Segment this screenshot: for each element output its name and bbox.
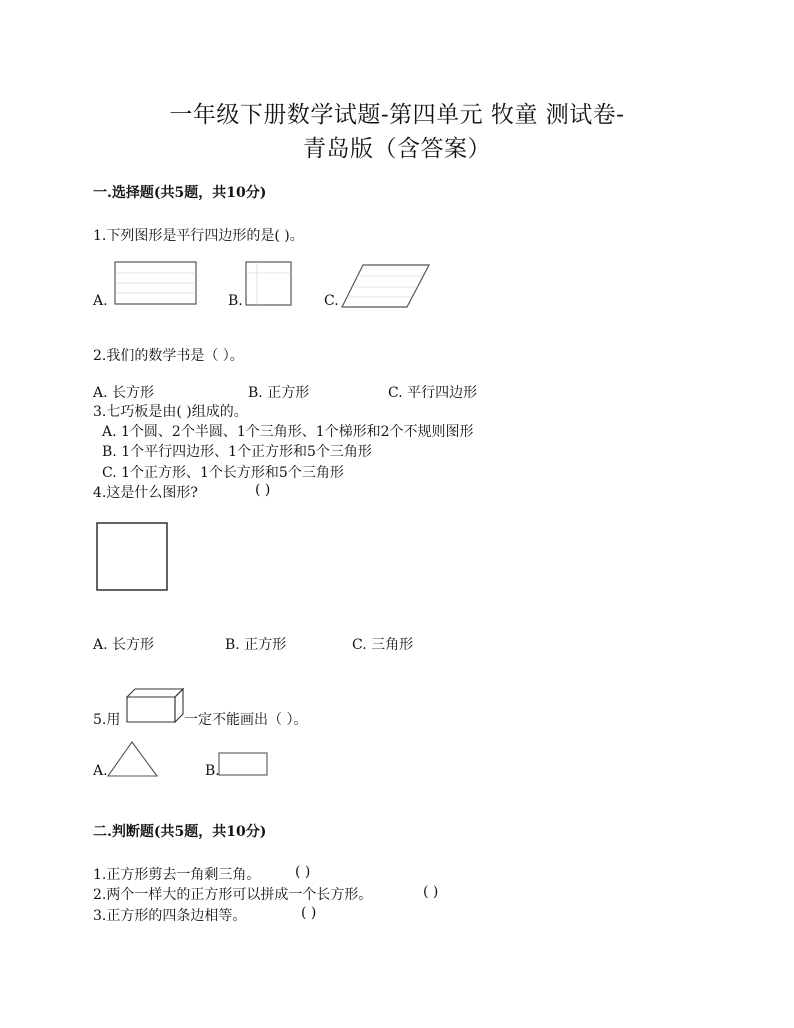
q2-option-b: B. 正方形 [248,385,310,401]
page-title-line2: 青岛版（含答案） [303,136,491,162]
q4-answer-paren: ( ) [255,482,271,498]
q3-option-b: B. 1个平行四边形、1个正方形和5个三角形 [102,444,372,460]
q1-parallelogram-figure [341,263,431,309]
judge-2-text: 2.两个一样大的正方形可以拼成一个长方形。 [93,887,373,903]
q5-option-a: A. [93,763,108,779]
judge-1-paren: ( ) [295,864,311,880]
judge-3-paren: ( ) [301,905,317,921]
q2-option-c: C. 平行四边形 [388,385,478,401]
q1-option-b: B. [228,293,243,309]
q3-option-a: A. 1个圆、2个半圆、1个三角形、1个梯形和2个不规则图形 [102,424,474,440]
q5-prefix: 5.用 [93,712,121,728]
judge-1-text: 1.正方形剪去一角剩三角。 [93,867,261,883]
section2-heading: 二.判断题(共5题，共10分) [93,824,267,840]
q1-option-a: A. [93,293,108,309]
section1-heading: 一.选择题(共5题，共10分) [93,185,267,201]
q4-text: 4.这是什么图形? [93,485,198,501]
q3-text: 3.七巧板是由( )组成的。 [93,404,248,420]
q3-option-c: C. 1个正方形、1个长方形和5个三角形 [102,465,344,481]
q2-option-a: A. 长方形 [93,385,155,401]
page-title-line1: 一年级下册数学试题-第四单元 牧童 测试卷- [169,102,625,128]
q5-suffix: 一定不能画出（ ）。 [184,712,308,728]
q5-option-b: B. [205,763,220,779]
q5-rectangle-figure [218,752,270,778]
q4-option-a: A. 长方形 [93,637,155,653]
q5-triangle-figure [107,740,159,778]
judge-3-text: 3.正方形的四条边相等。 [93,908,247,924]
q1-option-c: C. [324,293,339,309]
q1-text: 1.下列图形是平行四边形的是( )。 [93,228,304,244]
q4-option-b: B. 正方形 [225,637,287,653]
q1-square-figure [245,261,293,307]
q5-cuboid-figure [125,687,187,725]
q1-rectangle-figure [114,261,198,305]
q4-square-figure [96,522,170,592]
q4-option-c: C. 三角形 [352,637,414,653]
judge-2-paren: ( ) [423,884,439,900]
q2-text: 2.我们的数学书是（ ）。 [93,348,244,364]
